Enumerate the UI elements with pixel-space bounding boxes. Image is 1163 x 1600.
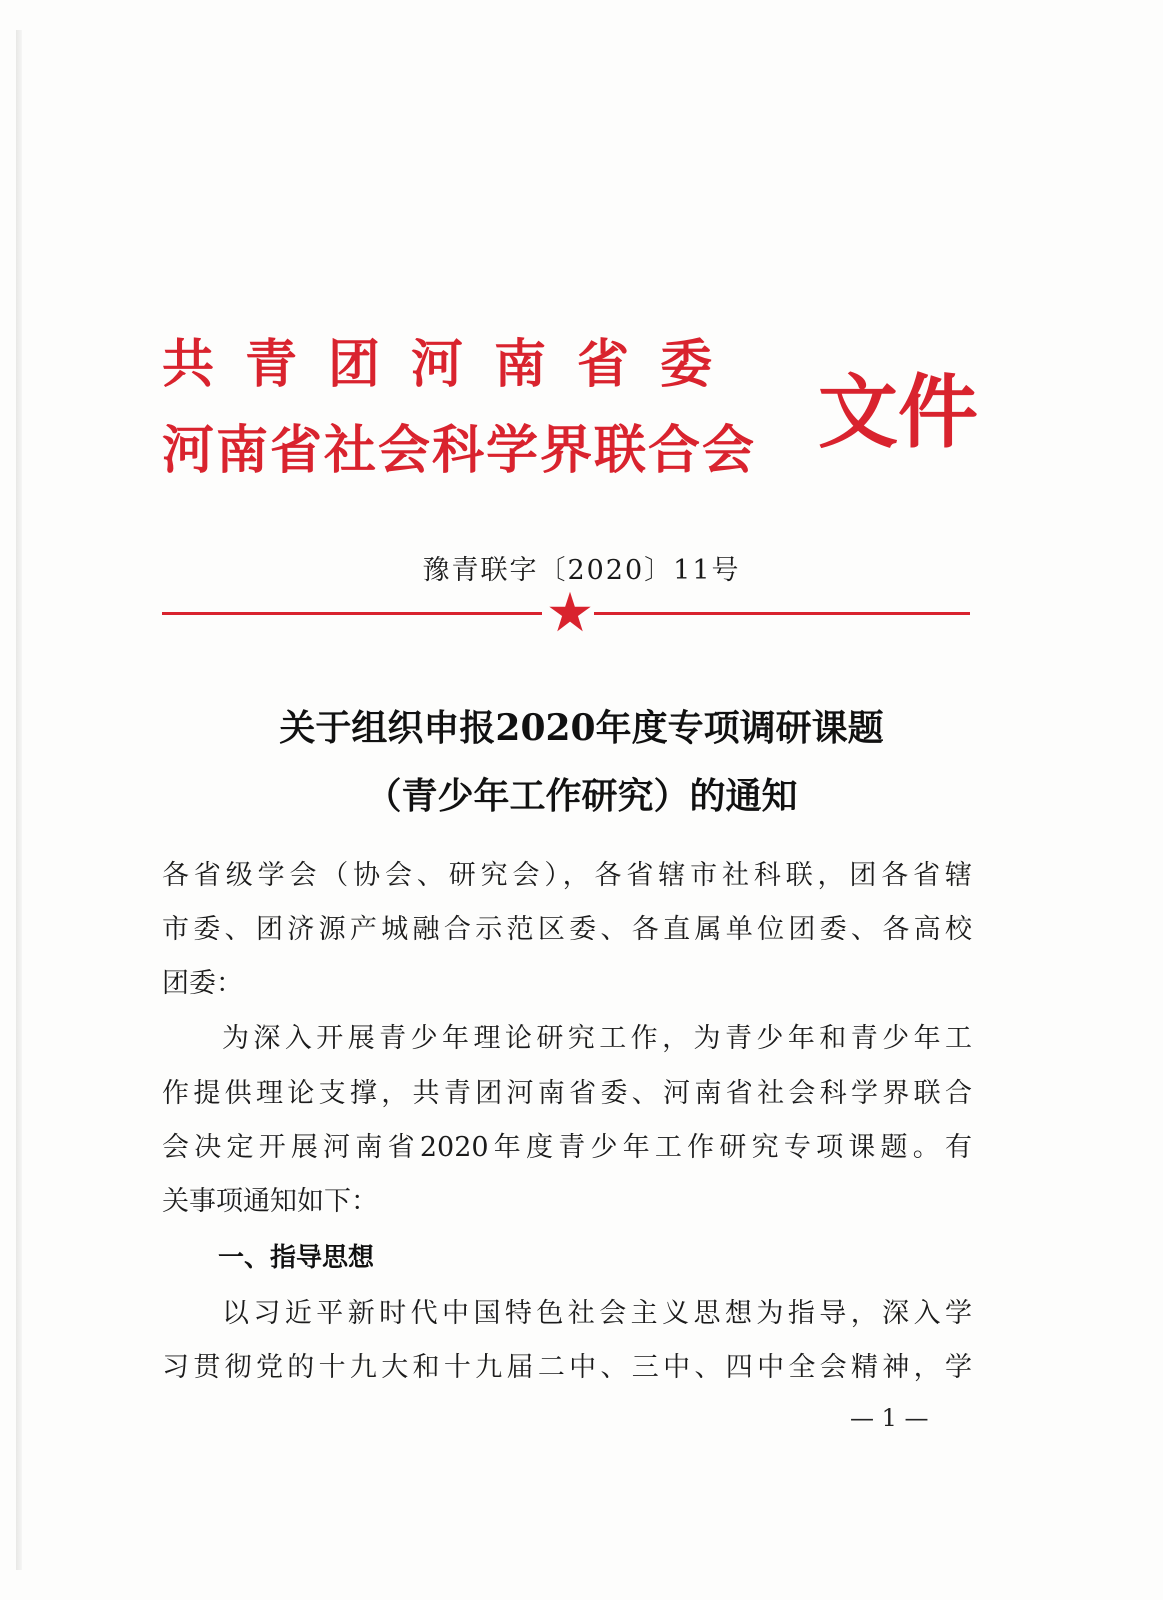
red-star-icon [548, 590, 592, 634]
addressee-line-2: 市委、团济源产城融合示范区委、各直属单位团委、各高校 [162, 914, 972, 945]
section-1-line-1: 以习近平新时代中国特色社会主义思想为指导，深入学 [222, 1298, 972, 1329]
addressee-line-3: 团委： [162, 968, 243, 999]
red-rule-left [162, 612, 542, 615]
notice-title-line-2: （青少年工作研究）的通知 [365, 775, 798, 817]
document-number: 豫青联字〔2020〕11号 [422, 555, 741, 586]
intro-line-1: 为深入开展青少年理论研究工作，为青少年和青少年工 [222, 1023, 972, 1054]
notice-title-line-1: 关于组织申报2020年度专项调研课题 [279, 707, 884, 749]
page-number: — 1 — [850, 1404, 929, 1432]
header-wenjian: 文件 [818, 365, 978, 459]
intro-line-2: 作提供理论支撑，共青团河南省委、河南省社会科学界联合 [162, 1078, 972, 1109]
section-1-line-2: 习贯彻党的十九大和十九届二中、三中、四中全会精神，学 [162, 1352, 972, 1383]
intro-line-4: 关事项通知如下： [162, 1186, 378, 1217]
intro-line-3: 会决定开展河南省2020年度青少年工作研究专项课题。有 [162, 1132, 972, 1163]
header-org-2: 河南省社会科学界联合会 [162, 420, 757, 481]
section-heading-guiding-ideology: 一、指导思想 [218, 1243, 375, 1273]
red-rule-right [594, 612, 970, 615]
header-org-1: 共青团河南省委 [162, 334, 744, 395]
addressee-line-1: 各省级学会（协会、研究会），各省辖市社科联，团各省辖 [162, 860, 972, 891]
